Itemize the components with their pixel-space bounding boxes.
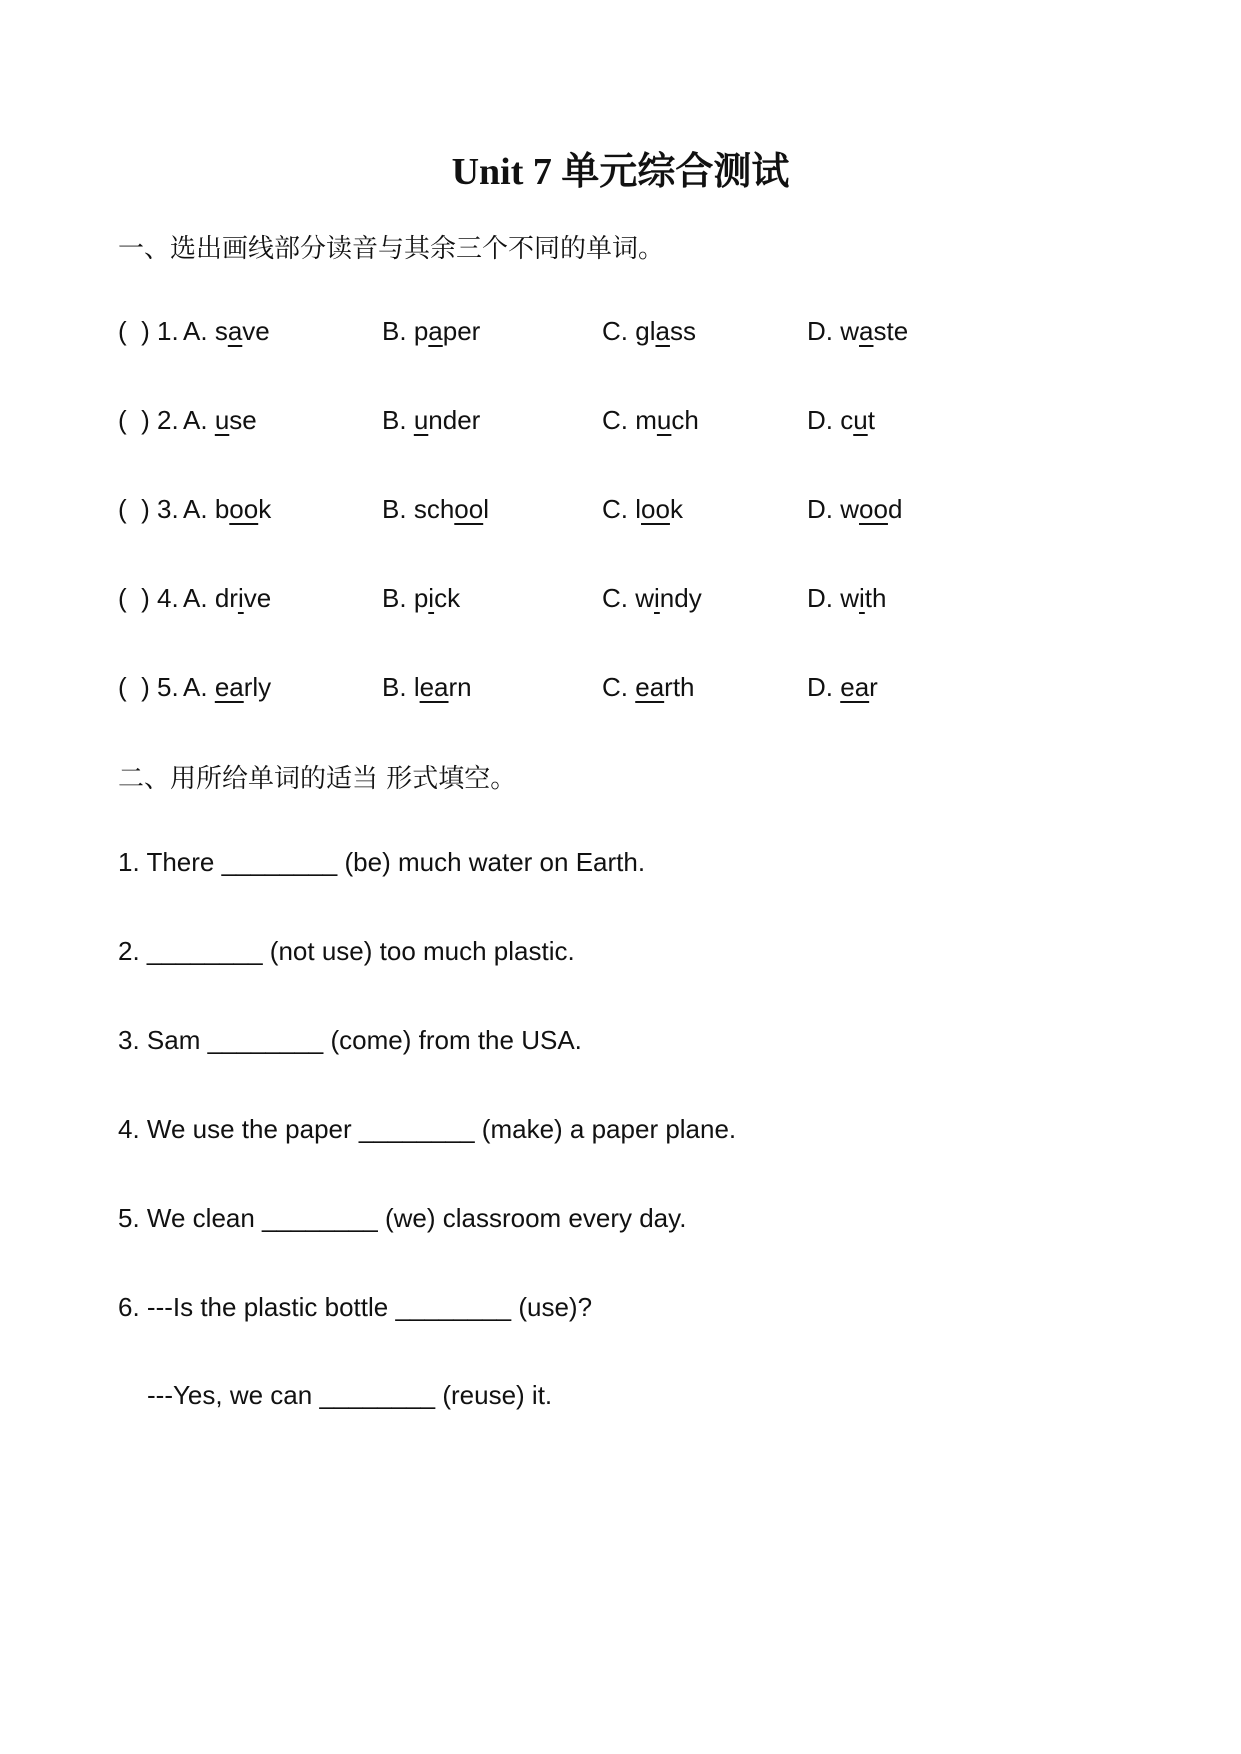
option-letter: A. [183,672,208,702]
section-2-heading: 二、用所给单词的适当 形式填空。 [118,764,517,794]
word-part: d [887,494,903,524]
option-d [807,672,878,703]
fill-blank-item-6-question: 6. ---Is the plastic bottle ________ (use)? [118,1292,593,1322]
word-part: ste [873,316,909,346]
word-part: gl [635,316,656,346]
word-part: rly [243,672,272,702]
option-letter: C. [602,494,628,524]
underlined-letters: a [655,316,670,346]
word-part: w [635,583,655,613]
underlined-letters: u [656,405,672,435]
option-letter: D. [807,583,833,613]
underlined-letters: ea [419,672,449,702]
word-part: se [229,405,257,435]
underlined-letters: a [227,316,243,346]
underlined-letters: a [428,316,443,346]
word-part: k [669,494,683,524]
section-1-heading: 一、选出画线部分读音与其余三个不同的单词。 [118,234,665,264]
word-part: ndy [659,583,702,613]
option-a [183,405,257,436]
word-part: per [442,316,481,346]
option-letter: D. [807,494,833,524]
option-letter: A. [183,405,208,435]
question-number: ( ) 5. [118,672,179,702]
word-part: nder [428,405,481,435]
underlined-letters: i [428,583,435,613]
option-c [602,494,683,525]
question-row-4 [118,583,1118,623]
option-d [807,316,908,347]
word-part: p [413,583,429,613]
underlined-letters: u [413,405,429,435]
word-part: dr [214,583,238,613]
word-part: rth [664,672,695,702]
underlined-letters: oo [859,494,888,524]
option-a [183,494,271,525]
word-part: w [840,583,860,613]
option-b [382,494,489,525]
option-letter: D. [807,672,833,702]
option-a [183,316,270,347]
option-letter: A. [183,494,208,524]
option-c [602,405,699,436]
underlined-letters: ea [214,672,244,702]
word-part: ck [434,583,461,613]
fill-blank-item-2: 2. ________ (not use) too much plastic. [118,936,575,966]
option-letter: B. [382,672,407,702]
underlined-letters: u [214,405,230,435]
underlined-letters: oo [641,494,670,524]
word-part: rn [448,672,472,702]
fill-blank-item-1: 1. There ________ (be) much water on Earth. [118,847,646,877]
word-part: l [635,494,642,524]
word-part: k [258,494,272,524]
word-part: c [840,405,854,435]
word-part: r [869,672,878,702]
option-letter: C. [602,405,628,435]
option-letter: D. [807,316,833,346]
underlined-letters: oo [454,494,484,524]
fill-blank-item-3: 3. Sam ________ (come) from the USA. [118,1025,582,1055]
option-letter: C. [602,672,628,702]
underlined-letters: i [654,583,660,613]
option-letter: B. [382,316,407,346]
question-number: ( ) 2. [118,405,179,435]
underlined-letters: oo [229,494,259,524]
word-part: ve [242,316,270,346]
option-d [807,405,875,436]
question-number: ( ) 1. [118,316,179,346]
option-a [183,672,271,703]
underlined-letters: a [859,316,874,346]
word-part: l [483,494,489,524]
word-part: b [214,494,230,524]
word-part: s [214,316,228,346]
word-part: l [413,672,420,702]
question-row-1 [118,316,1118,356]
option-letter: B. [382,494,407,524]
question-row-5 [118,672,1118,712]
question-number: ( ) 3. [118,494,179,524]
option-b [382,672,472,703]
option-b [382,583,460,614]
option-letter: B. [382,405,407,435]
option-a [183,583,271,614]
underlined-letters: i [237,583,244,613]
word-part: m [635,405,657,435]
option-c [602,316,696,347]
word-part: p [413,316,429,346]
word-part: sch [413,494,455,524]
option-letter: A. [183,583,208,613]
fill-blank-item-4: 4. We use the paper ________ (make) a paper plane. [118,1114,737,1144]
question-row-3 [118,494,1118,534]
option-d [807,583,886,614]
option-letter: A. [183,316,208,346]
fill-blank-item-6-answer: ---Yes, we can ________ (reuse) it. [147,1380,553,1410]
word-part: ss [669,316,696,346]
option-b [382,316,480,347]
underlined-letters: i [859,583,865,613]
option-letter: D. [807,405,833,435]
question-number: ( ) 4. [118,583,179,613]
option-c [602,583,702,614]
underlined-letters: u [853,405,868,435]
word-part: t [867,405,875,435]
option-letter: C. [602,316,628,346]
underlined-letters: ea [635,672,665,702]
option-c [602,672,695,703]
fill-blank-item-5: 5. We clean ________ (we) classroom every day. [118,1203,687,1233]
word-part: ve [243,583,272,613]
option-d [807,494,902,525]
word-part: w [840,316,860,346]
option-letter: C. [602,583,628,613]
underlined-letters: ea [840,672,870,702]
word-part: w [840,494,860,524]
question-row-2 [118,405,1118,445]
word-part: ch [671,405,699,435]
option-letter: B. [382,583,407,613]
option-b [382,405,480,436]
page-title: Unit 7 单元综合测试 [451,151,790,193]
word-part: th [864,583,887,613]
